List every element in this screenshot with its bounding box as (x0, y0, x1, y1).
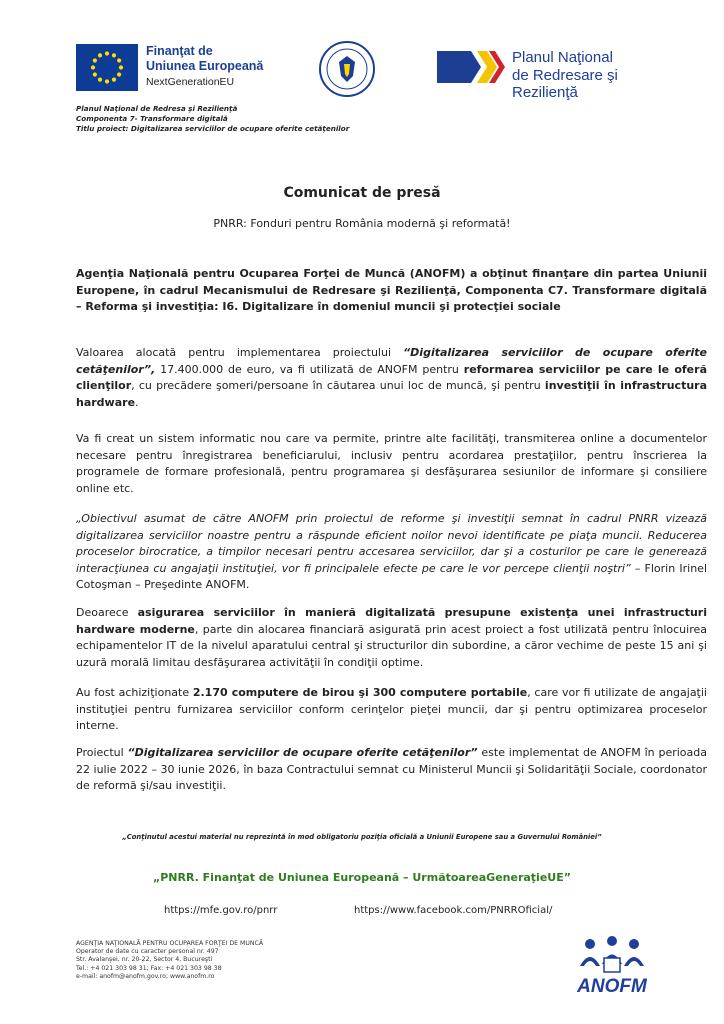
p5-bold: asigurarea serviciilor în manieră digitalizată presupune existenţa unei infrastructuri hardware moderne (76, 606, 707, 636)
eu-star (98, 78, 102, 82)
eu-logo-line1: Finanţat de (146, 44, 213, 58)
eu-star (105, 79, 109, 83)
p6-text-a: Au fost achiziţionate (76, 686, 193, 699)
p2-text-a: Valoarea alocată pentru implementarea proiectului (76, 346, 404, 359)
eu-star (93, 58, 97, 62)
anofm-logo-text: ANOFM (577, 976, 647, 997)
footer-line4: Tel.: +4 021 303 98 31; Fax: +4 021 303 98 38 (76, 964, 222, 972)
p6-bold: 2.170 computere de birou şi 300 computere portabile (192, 686, 528, 699)
intro-text: Agenţia Naţională pentru Ocuparea Forţei de Muncă (ANOFM) a obţinut finanţare din partea Uniunii Europene, în cadrul Mecanismului de Redresare şi Rezilienţă, Componenta C7. Transformare digitală – Reforma şi investiţia: I6. Digitalizare în domeniul muncii şi protecţiei sociale (76, 267, 707, 314)
page-title: Comunicat de presă (283, 185, 441, 201)
p2-text-e: , cu precădere şomeri/persoane în căutarea unui loc de muncă, şi pentru (131, 379, 545, 393)
slogan: „PNRR. Finanţat de Uniunea Europeană – UrmătoareaGeneraţieUE” (153, 871, 571, 884)
meta-plan: Planul Naţional de Redresa şi Rezilienţă (76, 104, 238, 113)
footer-contact (76, 940, 263, 981)
p2-reform: reformarea serviciilor pe care le oferă clienţilor (76, 362, 707, 393)
footer-line5: e-mail: anofm@anofm.gov.ro; www.anofm.ro (76, 972, 215, 980)
p5-text-c: , parte din alocarea financiară asigurată prin acest proiect a fost utilizată pentru înlocuirea echipamentelor IT de la nivelul aparatului central şi structurilor din subordine, a căror vechime de peste 15 ani şi uzură morală limitau desfăşurarea activităţii în condiţii optime. (76, 622, 707, 669)
paragraph-value (76, 345, 707, 411)
government-logo (318, 40, 376, 98)
paragraph-hardware (76, 605, 707, 671)
p5-text-a: Deoarece (76, 606, 138, 619)
footer-line1: AGENŢIA NAŢIONALĂ PENTRU OCUPAREA FORŢEI DE MUNCĂ (76, 940, 264, 947)
pnrr-logo-line1: Planul Naţional (512, 49, 613, 66)
footer-line3: Str. Avalanşei, nr. 20-22, Sector 4, Bucureşti (76, 956, 213, 964)
p3-text: Va fi creat un sistem informatic nou care va permite, printre alte facilităţi, transmiterea online a documentelor necesare pentru înregistrarea beneficiarului, inclusiv pentru acordarea prestaţiilor, pentru înscrierea la programele de formare profesională, pentru programarea şi desfăşurarea sesiunilor de informare şi consiliere online etc. (76, 432, 707, 495)
paragraph-quote (76, 511, 707, 594)
paragraph-computers (76, 685, 707, 735)
paragraph-system (76, 431, 707, 497)
pnrr-logo-line2: de Redresare şi Rezilienţă (512, 67, 618, 101)
p6-text-c: , care vor fi utilizate de angajaţii instituţiei pentru furnizarea serviciilor conform cerinţelor pieţei muncii, dar şi pentru optimizarea proceselor interne. (76, 686, 707, 733)
eu-logo-line3: NextGenerationEU (146, 76, 235, 88)
pnrr-logo (437, 43, 677, 101)
eu-star (112, 78, 116, 82)
mfe-link[interactable]: https://mfe.gov.ro/pnrr (164, 905, 278, 916)
eu-star (93, 72, 97, 76)
p2-text-c: 17.400.000 de euro, va fi utilizată de ANOFM pentru (155, 362, 464, 376)
p7-project-name: “Digitalizarea serviciilor de ocupare oferite cetăţenilor” (127, 746, 478, 759)
eu-star (91, 65, 95, 69)
pnrr-flag-icon (437, 47, 507, 87)
p2-investments: investiţii în infrastructura hardware (76, 379, 708, 409)
eu-funding-logo (76, 44, 326, 94)
anofm-logo (566, 936, 658, 998)
p7-text-a: Proiectul (76, 746, 128, 759)
meta-project-title: Titlu proiect: Digitalizarea serviciilor de ocupare oferite cetăţenilor (76, 124, 350, 133)
p7-text-c: este implementat de ANOFM în perioada 22 iulie 2022 – 30 iunie 2026, în baza Contractului semnat cu Ministerul Muncii şi Solidarităţii Sociale, coordonator de reformă şi/sau investiţii. (76, 746, 707, 793)
p2-text-g: . (135, 395, 139, 409)
p2-project-name: “Digitalizarea serviciilor de ocupare oferite cetăţenilor”, (76, 346, 707, 376)
eu-star (117, 58, 121, 62)
eu-star (105, 51, 109, 55)
meta-component: Componenta 7- Transformare digitală (76, 114, 228, 123)
eu-logo-line2: Uniunea Europeană (146, 59, 264, 73)
disclaimer: „Conţinutul acestui material nu reprezintă în mod obligatoriu poziţia oficială a Uniunii Europene sau a Guvernului României” (122, 833, 602, 841)
eu-star (98, 53, 102, 57)
footer-line2: Operator de date cu caracter personal nr. 497 (76, 948, 219, 956)
eu-star (117, 72, 121, 76)
eu-star (112, 53, 116, 57)
paragraph-intro (76, 266, 707, 316)
paragraph-implementation (76, 745, 707, 795)
page-subtitle: PNRR: Fonduri pentru România modernă şi reformată! (213, 217, 511, 230)
eu-star (119, 65, 123, 69)
quote-text: „Obiectivul asumat de către ANOFM prin proiectul de reforme şi investiţii semnat în cadrul PNRR vizează digitalizarea serviciilor noastre pentru a răspunde eficient noilor nevoi identificate pe piaţa muncii. Reducerea proceselor birocratice, a timpilor necesari pentru accesarea serviciilor, dar şi a costurilor pe care le generează interacţiunea cu angajaţii instituţiei, vor fi principalele efecte pe care le vor percepe clienţii noştri” (76, 512, 707, 575)
quote-author: – Florin Irinel Cotoşman – Preşedinte ANOFM. (76, 561, 707, 592)
eu-flag-icon (76, 44, 138, 91)
facebook-link[interactable]: https://www.facebook.com/PNRROficial/ (354, 905, 553, 916)
